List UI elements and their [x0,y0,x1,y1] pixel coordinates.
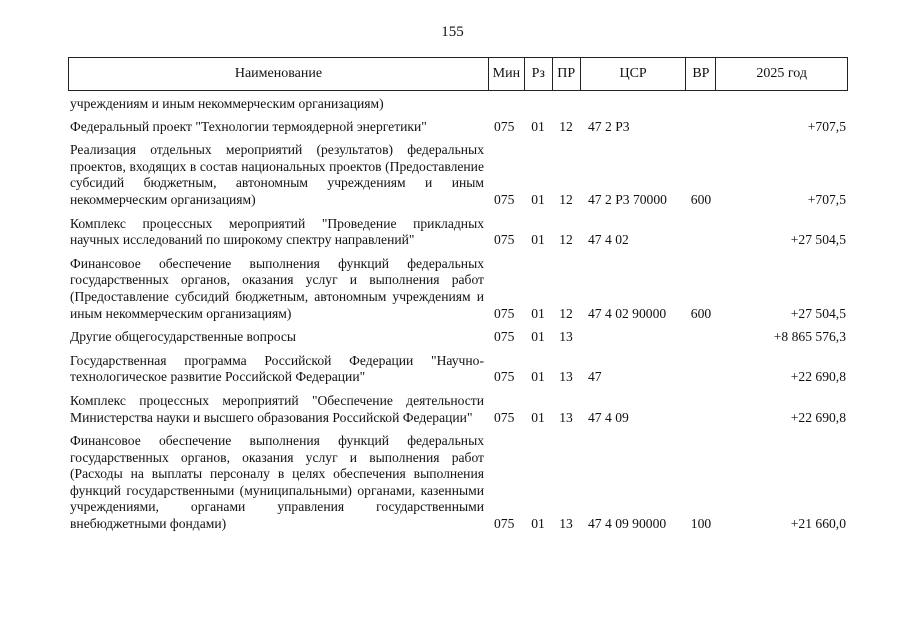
row-vr: 600 [690,305,712,321]
table-row [68,216,848,249]
row-name: Финансовое обеспечение выполнения функций федеральных государственных органов, оказания услуг и выполнения работ (Предоставление субсидий бюджетным, автономным учреждениям и иным некоммерческим организациям) [70,255,484,321]
row-csr: 47 4 09 [588,409,629,425]
row-pr: 12 [559,305,573,321]
row-name: Федеральный проект "Технологии термоядерной энергетики" [70,118,427,134]
row-name: Другие общегосударственные вопросы [70,329,297,345]
row-pr: 12 [559,232,573,248]
row-vr: 600 [690,191,712,207]
row-name: Комплекс процессных мероприятий "Проведение прикладных научных исследований по широкому спектру направлений" [70,215,484,248]
row-min: 075 [494,369,515,385]
row-amount: +22 690,8 [790,409,846,425]
row-name: Финансовое обеспечение выполнения функций федеральных государственных органов, оказания услуг и выполнения работ (Расходы на выплаты персоналу в целях обеспечения выполнения функций государственными (муниципальными) органами, казенными учреждениями, органами управления государственными внебюджетными фондами) [70,433,484,532]
row-pr: 12 [559,118,573,134]
row-rz: 01 [531,409,545,425]
row-vr: 100 [690,516,712,532]
table-row [68,256,848,322]
row-amount: +27 504,5 [790,232,846,248]
row-pr: 13 [559,409,573,425]
row-csr: 47 [588,369,602,385]
row-rz: 01 [531,369,545,385]
table-row [68,96,848,113]
table-row [68,329,848,346]
header-vr: ВР [685,58,715,90]
row-pr: 13 [559,329,573,345]
header-year: 2025 год [715,58,847,90]
header-pr: ПР [552,58,580,90]
row-min: 075 [494,305,515,321]
page-number: 155 [441,24,464,40]
row-amount: +21 660,0 [790,516,846,532]
row-rz: 01 [531,118,545,134]
header-csr: ЦСР [580,58,686,90]
header-rz: Рз [524,58,552,90]
row-amount: +27 504,5 [790,305,846,321]
row-min: 075 [494,118,515,134]
row-min: 075 [494,409,515,425]
row-name: учреждениям и иным некоммерческим организациям) [70,96,384,111]
row-name: Реализация отдельных мероприятий (результатов) федеральных проектов, входящих в состав национальных проектов (Предоставление субсидий бюджетным, автономным учреждениям и иным некоммерческим организациям) [70,142,484,207]
row-amount: +22 690,8 [790,369,846,385]
row-csr: 47 4 02 90000 [588,305,667,321]
row-amount: +707,5 [807,191,846,207]
row-amount: +8 865 576,3 [773,329,846,345]
row-rz: 01 [531,516,545,532]
header-min: Мин [488,58,524,90]
row-rz: 01 [531,305,545,321]
table-row [68,119,848,136]
row-pr: 12 [559,191,573,207]
row-min: 075 [494,232,515,248]
row-pr: 13 [559,516,573,532]
row-csr: 47 2 Р3 [588,118,630,134]
row-min: 075 [494,516,515,532]
row-rz: 01 [531,191,545,207]
row-min: 075 [494,329,515,345]
table-row [68,393,848,426]
table-row [68,142,848,208]
row-rz: 01 [531,329,545,345]
row-name: Государственная программа Российской Федерации "Научно-технологическое развитие Российской Федерации" [70,352,484,385]
row-rz: 01 [531,232,545,248]
table-row [68,353,848,386]
row-csr: 47 4 02 [588,232,629,248]
table-header [68,57,848,91]
table-body [68,96,848,540]
row-csr: 47 4 09 90000 [588,516,667,532]
row-name: Комплекс процессных мероприятий "Обеспечение деятельности Министерства науки и высшего образования Российской Федерации" [70,392,484,425]
row-csr: 47 2 Р3 70000 [588,191,667,207]
table-row [68,433,848,533]
row-pr: 13 [559,369,573,385]
row-min: 075 [494,191,515,207]
row-amount: +707,5 [807,118,846,134]
header-name: Наименование [234,66,323,81]
